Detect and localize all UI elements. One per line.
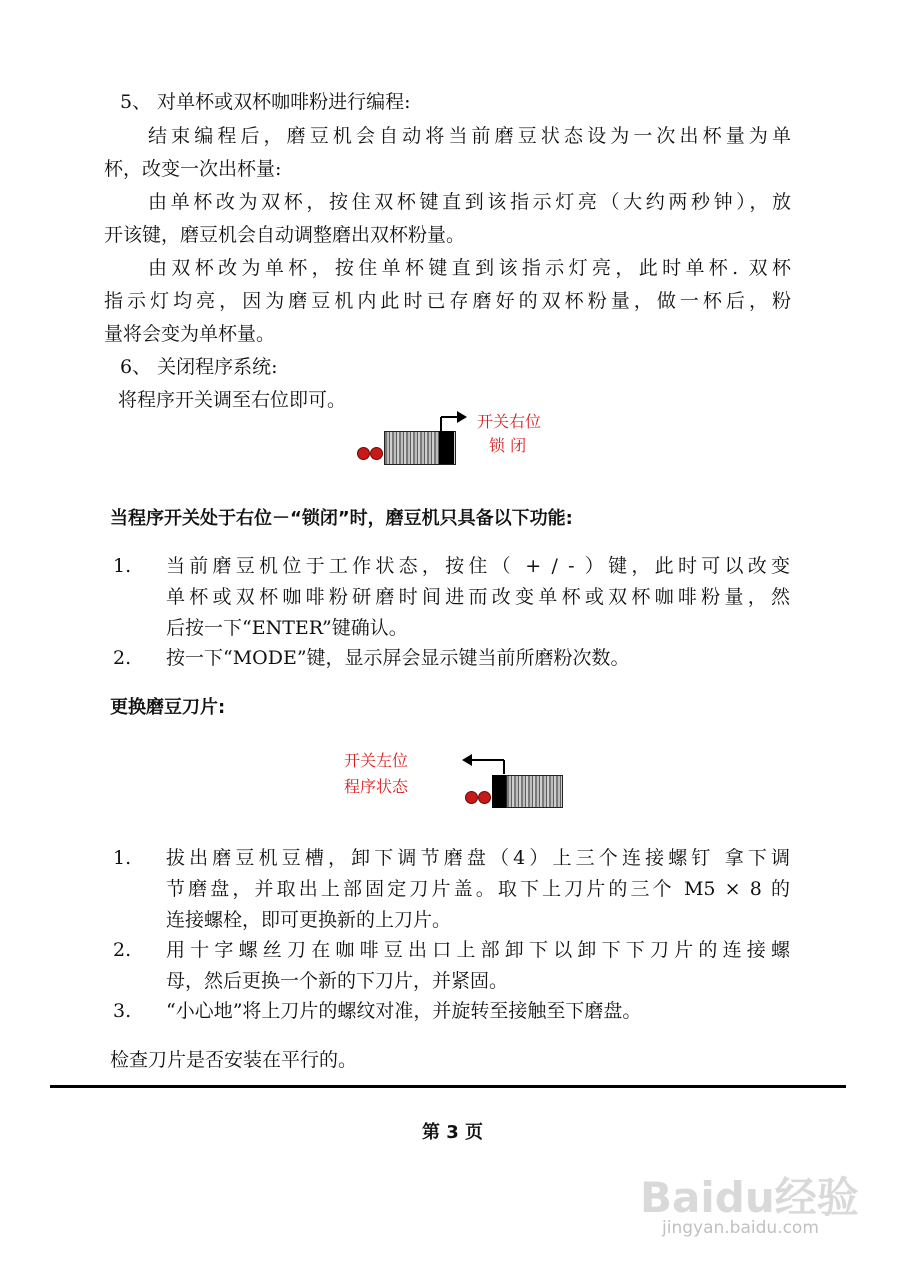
list-item-number: 1. xyxy=(113,847,132,869)
blade-item1-line3: 连接螺栓，即可更换新的上刀片。 xyxy=(166,909,452,931)
list-item-number: 2. xyxy=(113,647,132,669)
program-state-label: 程序状态 xyxy=(344,777,409,796)
page-number: 第 3 页 xyxy=(421,1122,484,1143)
list-item-number: 2. xyxy=(113,939,132,961)
switch-right-label: 开关右位 xyxy=(477,412,542,431)
footer-divider xyxy=(50,1085,846,1088)
indicator-light-icon xyxy=(465,791,478,804)
blade-item2-line1: 用十字螺丝刀在咖啡豆出口上部卸下以卸下下刀片的连接螺 xyxy=(166,939,790,961)
replace-blade-heading: 更换磨豆刀片: xyxy=(110,697,226,718)
section5-paragraph3-line3: 量将会变为单杯量。 xyxy=(104,323,276,345)
switch-left-label: 开关左位 xyxy=(344,751,409,770)
section5-paragraph3-line2: 指示灯均亮，因为磨豆机内此时已存磨好的双杯粉量，做一杯后，粉 xyxy=(104,290,791,312)
baidu-watermark-url: jingyan.baidu.com xyxy=(662,1218,819,1238)
switch-left-diagram xyxy=(340,748,570,808)
indicator-light-icon xyxy=(478,791,491,804)
section5-paragraph2-line1: 由单杯改为双杯，按住双杯键直到该指示灯亮（大约两秒钟），放 xyxy=(148,191,791,213)
section5-paragraph3-line1: 由双杯改为单杯，按住单杯键直到该指示灯亮，此时单杯. 双杯 xyxy=(148,257,791,279)
switch-knob-icon xyxy=(439,431,454,464)
section6-heading: 6、 关闭程序系统: xyxy=(120,356,278,378)
locked-item2-line1: 按一下“MODE”键，显示屏会显示键当前所磨粉次数。 xyxy=(166,647,630,669)
locked-item1-line3: 后按一下“ENTER”键确认。 xyxy=(166,617,408,639)
section5-paragraph2-line2: 开该键，磨豆机会自动调整磨出双杯粉量。 xyxy=(104,224,466,246)
blade-item3-line1: “小心地”将上刀片的螺纹对准，并旋转至接触至下磨盘。 xyxy=(166,1000,642,1022)
switch-right-diagram xyxy=(355,405,565,465)
section6-body: 将程序开关调至右位即可。 xyxy=(118,389,347,411)
section5-heading: 5、 对单杯或双杯咖啡粉进行编程: xyxy=(120,91,411,113)
blade-item1-line1: 拔出磨豆机豆槽，卸下调节磨盘（4）上三个连接螺钉 拿下调 xyxy=(166,847,790,869)
switch-body-icon xyxy=(506,775,563,808)
indicator-light-icon xyxy=(357,447,370,460)
locked-item1-line2: 单杯或双杯咖啡粉研磨时间进而改变单杯或双杯咖啡粉量，然 xyxy=(166,586,790,608)
switch-knob-icon xyxy=(492,775,506,808)
section5-paragraph1-line2: 杯，改变一次出杯量: xyxy=(104,158,282,180)
arrow-left-icon xyxy=(460,752,510,776)
locked-functions-heading: 当程序开关处于右位－“锁闭”时，磨豆机只具备以下功能: xyxy=(110,508,573,529)
baidu-watermark-logo: Baidu经验 xyxy=(640,1173,859,1222)
locked-label: 锁 闭 xyxy=(489,436,527,455)
blade-item2-line2: 母，然后更换一个新的下刀片，并紧固。 xyxy=(166,970,509,992)
indicator-light-icon xyxy=(370,447,383,460)
blade-item1-line2: 节磨盘，并取出上部固定刀片盖。取下上刀片的三个 M5 × 8 的 xyxy=(166,878,790,900)
section5-paragraph1-line1: 结束编程后，磨豆机会自动将当前磨豆状态设为一次出杯量为单 xyxy=(148,125,791,147)
arrow-right-icon xyxy=(439,407,469,433)
list-item-number: 3. xyxy=(113,1000,132,1022)
list-item-number: 1. xyxy=(113,555,132,577)
locked-item1-line1: 当前磨豆机位于工作状态，按住（ + / - ）键，此时可以改变 xyxy=(166,555,790,577)
blade-footer-note: 检查刀片是否安装在平行的。 xyxy=(110,1049,358,1071)
